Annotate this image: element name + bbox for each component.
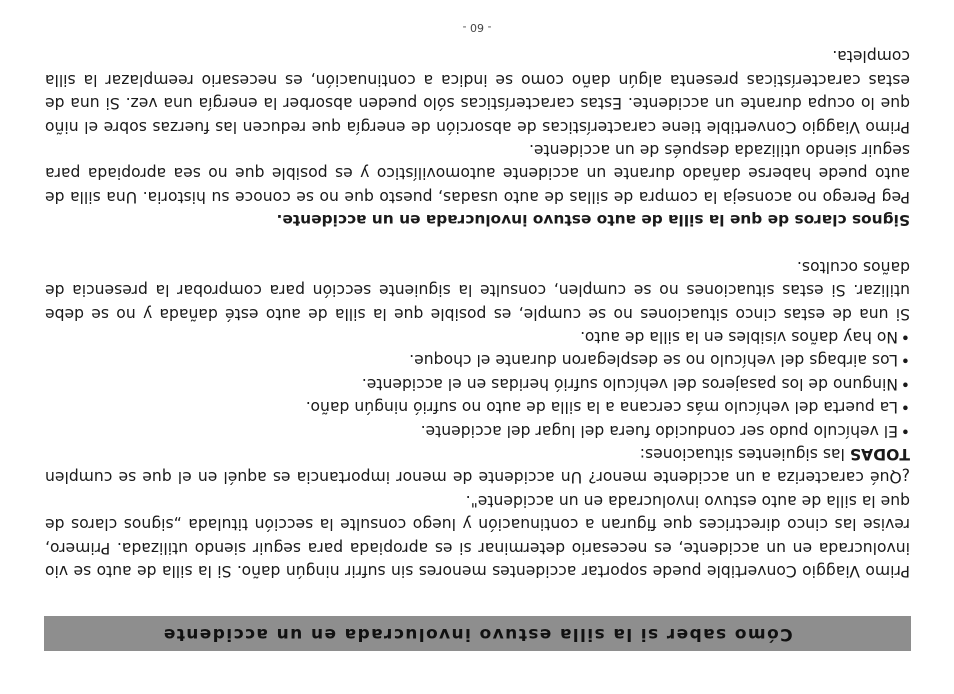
question-text-after: las siguientes situaciones:: [639, 444, 845, 463]
page-number: - 60 -: [462, 21, 492, 34]
condition-item: • El vehículo pudo ser conducido fuera del lugar del accidente.: [45, 418, 910, 441]
spacer: [45, 231, 910, 254]
intro-paragraph: Primo Viaggio Convertible puede soportar accidentes menores sin sufrir ningún daño. Si la silla de auto se vio involucrada en un accidente, es necesario determinar si es apropiada para seguir siendo utilizada. Primero, revise las cinco directrices que figuran a continuación y luego consulte la sección titulada „signos claros de que la silla de auto estuvo involucrada en un accidente".: [45, 491, 910, 580]
condition-item: • Los airbags del vehículo no se desplegaron durante el choque.: [45, 348, 910, 371]
signs-heading: Signos claros de que la silla de auto estuvo involucrada en un accidente.: [276, 211, 910, 230]
signs-paragraph-1: Peg Perego no aconseja la compra de sillas de auto usadas, puesto que no se conoce su historia. Una silla de auto puede haberse dañado durante un accidente automovilístico y es posible que no sea apropiada para seguir siendo utilizada después de un accidente.: [45, 141, 910, 206]
condition-item: • No hay daños visibles en la silla de auto.: [45, 325, 910, 348]
question-emphasis: TODAS: [849, 444, 910, 463]
condition-note: Si una de estas cinco situaciones no se cumple, es posible que la silla de auto esté dañada y no se debe utilizar. Si estas situaciones no se cumplen, consulte la siguiente sección para comprobar la presencia de daños ocultos.: [45, 257, 910, 323]
section-title-banner: [44, 616, 911, 651]
section-title: Cómo saber si la silla estuvo involucrada en un accidente: [162, 624, 793, 644]
question-text-before: ¿Qué caracteriza a un accidente menor? Un accidente de menor importancia es aquél en el que se cumplen: [45, 468, 910, 487]
condition-item: • La puerta del vehículo más cercana a la silla de auto no sufrió ningún daño.: [45, 395, 910, 418]
minor-accident-conditions: [45, 325, 910, 442]
page-content: [45, 44, 910, 582]
signs-paragraph-2: Primo Viaggio Convertible tiene características de absorción de energía que reducen las fuerzas sobre el niño que lo ocupa durante un accidente. Estas características sólo pueden absorber la energía una vez. Si una de estas características presenta algún daño como se indica a continuación, es necesario reemplazar la silla completa.: [45, 47, 910, 136]
minor-accident-question: [45, 442, 910, 489]
condition-item: • Ninguno de los pasajeros del vehículo sufrió heridas en el accidente.: [45, 371, 910, 394]
